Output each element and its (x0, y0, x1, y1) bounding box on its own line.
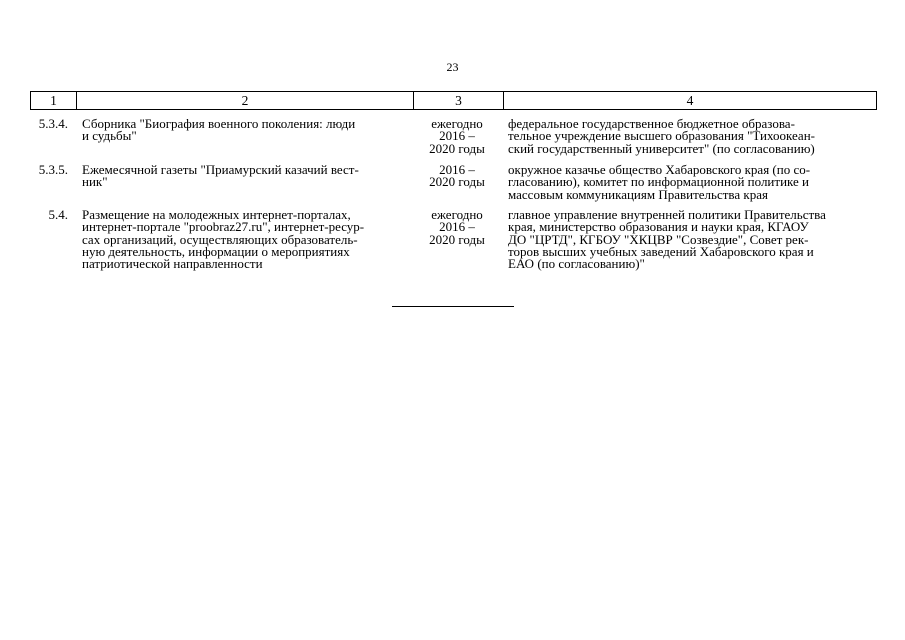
row-number: 5.3.4. (38, 116, 68, 131)
term-line: 2016 – (439, 128, 475, 144)
row-executor (508, 118, 877, 155)
description-line: и судьбы" (82, 128, 137, 144)
term-line: 2016 – (439, 162, 475, 177)
column-header-3: 3 (414, 92, 504, 109)
row-executor (508, 209, 877, 270)
term-line: 2020 годы (429, 140, 485, 156)
term-line: 2020 годы (429, 231, 485, 247)
term-line: ежегодно (431, 116, 483, 131)
row-executor (508, 164, 877, 201)
executor-line: федеральное государственное бюджетное образова- (508, 116, 795, 131)
executor-line: ский государственный университет" (по согласованию) (508, 140, 815, 156)
description-line: ную деятельность, информации о мероприятиях (82, 243, 350, 259)
term-line: 2016 – (439, 219, 475, 235)
description-line: Размещение на молодежных интернет-порталах, (82, 207, 351, 222)
description-line: Сборника "Биография военного поколения: люди (82, 116, 356, 131)
executor-line: гласованию), комитет по информационной политике и (508, 174, 809, 190)
row-description (82, 209, 407, 270)
description-line: интернет-портале "proobraz27.ru", интернет-ресур- (82, 219, 365, 235)
term-line: 2020 годы (429, 174, 485, 190)
table-header (30, 91, 877, 110)
executor-line: ЕАО (по согласованию)" (508, 256, 645, 272)
row-number: 5.3.5. (38, 162, 68, 177)
term-line: ежегодно (431, 207, 483, 222)
row-description (82, 164, 407, 189)
description-line: сах организаций, осуществляющих образователь- (82, 231, 358, 247)
executor-line: главное управление внутренней политики Правительства (508, 207, 826, 222)
description-line: ник" (82, 174, 108, 190)
row-description (82, 118, 407, 143)
column-header-2: 2 (77, 92, 414, 109)
column-header-1: 1 (31, 92, 77, 109)
executor-line: окружное казачье общество Хабаровского края (по со- (508, 162, 811, 177)
row-number: 5.4. (48, 207, 68, 222)
row-term (412, 164, 502, 189)
description-line: Ежемесячной газеты "Приамурский казачий вест- (82, 162, 359, 177)
page-number: 23 (446, 60, 459, 74)
row-term (412, 209, 502, 246)
executor-line: края, министерство образования и науки края, КГАОУ (508, 219, 809, 235)
description-line: патриотической направленности (82, 256, 263, 272)
executor-line: массовым коммуникациям Правительства края (508, 186, 768, 202)
executor-line: ДО "ЦРТД", КГБОУ "ХКЦВР "Созвездие", Совет рек- (508, 231, 809, 247)
executor-line: тельное учреждение высшего образования "Тихоокеан- (508, 128, 815, 144)
end-of-document-rule (392, 306, 514, 307)
row-term (412, 118, 502, 155)
column-header-4: 4 (686, 93, 694, 108)
executor-line: торов высших учебных заведений Хабаровского края и (508, 243, 814, 259)
